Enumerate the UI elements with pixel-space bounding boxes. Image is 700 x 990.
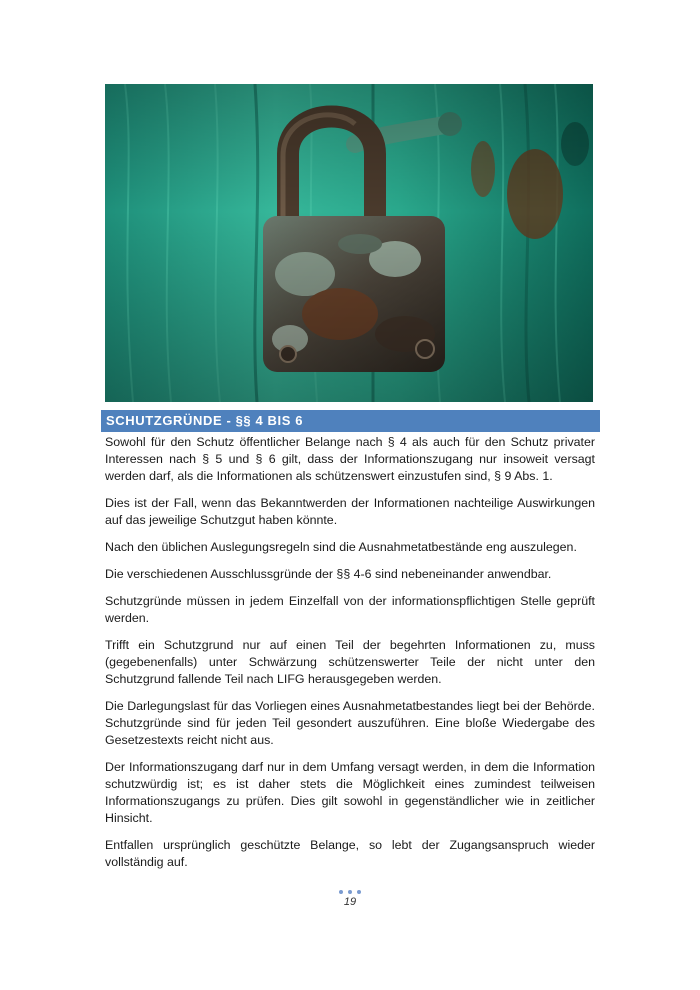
paragraph: Dies ist der Fall, wenn das Bekanntwerden der Informationen nachteilige Auswirkungen auf das jeweilige Schutzgut haben könnte.: [105, 496, 595, 527]
paragraph: Schutzgründe müssen in jedem Einzelfall von der informationspflichtigen Stelle geprüft werden.: [105, 594, 595, 625]
paragraph: Der Informationszugang darf nur in dem Umfang versagt werden, in dem die Information schutzwürdig ist; es ist daher stets die Möglichkeit eines zumindest teilweisen Informationszugangs zu prüfen. Dies gilt sowohl in gegenständlicher wie in zeitlicher Hinsicht.: [105, 760, 595, 825]
body-text: [105, 434, 595, 881]
paragraph: Nach den üblichen Auslegungsregeln sind die Ausnahmetatbestände eng auszulegen.: [105, 540, 577, 554]
paragraph: Sowohl für den Schutz öffentlicher Belange nach § 4 als auch für den Schutz privater Interessen nach § 5 und § 6 gilt, dass der Informationszugang nur insoweit versagt werden darf, als die Informationen als schützenswert einzustufen sind, § 9 Abs. 1.: [105, 435, 595, 483]
section-heading: SCHUTZGRÜNDE - §§ 4 BIS 6: [101, 410, 600, 432]
dot: [357, 890, 361, 894]
paragraph: Die verschiedenen Ausschlussgründe der §§ 4-6 sind nebeneinander anwendbar.: [105, 567, 552, 581]
padlock-photo-icon: [105, 84, 593, 402]
dot: [348, 890, 352, 894]
padlock-photo: [105, 84, 593, 402]
paragraph: Entfallen ursprünglich geschützte Belange, so lebt der Zugangsanspruch wieder vollständig auf.: [105, 838, 595, 869]
page-footer: [0, 890, 700, 908]
paragraph: Die Darlegungslast für das Vorliegen eines Ausnahmetatbestandes liegt bei der Behörde. Schutzgründe sind für jeden Teil gesondert auszuführen. Eine bloße Wiedergabe des Gesetzestexts reicht nicht aus.: [105, 699, 595, 747]
page-number: 19: [343, 896, 357, 908]
paragraph: Trifft ein Schutzgrund nur auf einen Teil der begehrten Informationen zu, muss (gegebenenfalls) unter Schwärzung schützenswerter Teile der nicht unter den Schutzgrund fallende Teil nach LIFG herausgegeben werden.: [105, 638, 595, 686]
footer-dots-icon: [0, 890, 700, 894]
dot: [339, 890, 343, 894]
